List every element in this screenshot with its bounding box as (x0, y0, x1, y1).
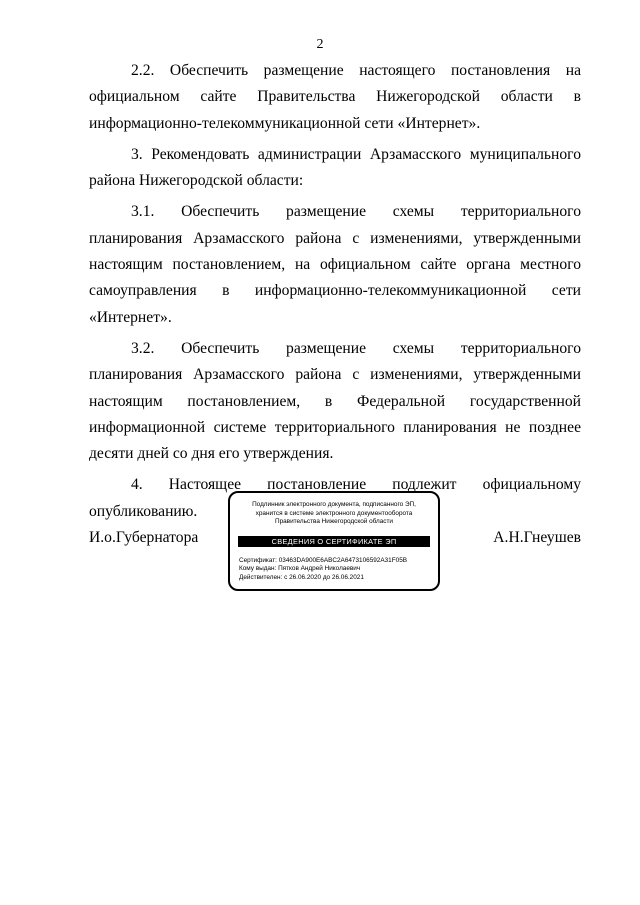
electronic-signature-stamp (228, 491, 440, 591)
stamp-issued-to: Кому выдан: Пятков Андрей Николаевич (239, 565, 361, 573)
paragraph-3-2: 3.2. Обеспечить размещение схемы территориального планирования Арзамасского района с изменениями, утвержденными настоящим постановлением, в Федеральной государственной информационной системе территориального планирования не позднее десяти дней со дня его утверждения. (89, 339, 581, 463)
stamp-note (236, 501, 432, 527)
signer-position: И.о.Губернатора (89, 529, 199, 546)
stamp-header: СВЕДЕНИЯ О СЕРТИФИКАТЕ ЭП (238, 536, 430, 547)
stamp-note-line: Подлинник электронного документа, подписанного ЭП, (252, 501, 416, 508)
stamp-details (239, 557, 432, 582)
stamp-validity: Действителен: с 26.06.2020 до 26.06.2021 (239, 573, 364, 581)
signer-name: А.Н.Гнеушев (493, 529, 581, 546)
paragraph-4: 4. Настоящее постановление подлежит официальному опубликованию. (89, 476, 581, 520)
stamp-certificate: Сертификат: 03463DA900E6ABC2A6473106592A31F05B (239, 557, 408, 564)
stamp-note-line: хранится в системе электронного документооборота (255, 509, 413, 517)
page-number: 2 (316, 37, 324, 52)
paragraph-3: 3. Рекомендовать администрации Арзамасского муниципального района Нижегородской области: (89, 145, 581, 190)
paragraph-3-1: 3.1. Обеспечить размещение схемы территориального планирования Арзамасского района с изменениями, утвержденными настоящим постановлением, на официальном сайте органа местного самоуправления в информационно-телекоммуникационной сети «Интернет». (89, 203, 581, 326)
stamp-note-line: Правительства Нижегородской области (274, 518, 394, 526)
paragraph-2-2: 2.2. Обеспечить размещение настоящего постановления на официальном сайте Правительства Нижегородской области в информационно-телекоммуникационной сети «Интернет». (89, 62, 581, 132)
document-body (89, 58, 581, 525)
